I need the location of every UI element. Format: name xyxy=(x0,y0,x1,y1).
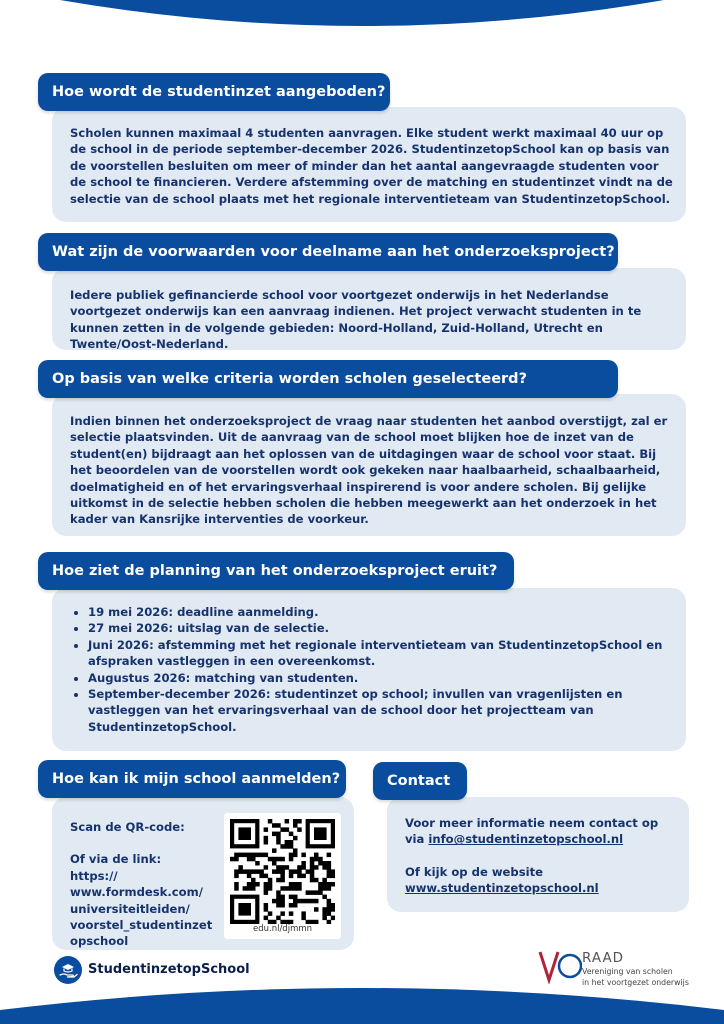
registration-link-line: voorstel_studentinzet xyxy=(70,918,213,933)
qr-code[interactable] xyxy=(224,813,341,939)
section-panel-contact xyxy=(387,797,689,912)
vo-mark-icon xyxy=(538,948,582,984)
graduation-hand-icon xyxy=(54,956,82,984)
qr-caption: edu.nl/djmmn xyxy=(252,924,313,934)
section-panel-planning xyxy=(52,588,686,751)
registration-link-line: universiteitleiden/ xyxy=(70,901,190,916)
vo-raad-subtitle-line: Vereniging van scholen xyxy=(582,967,673,976)
section-title-aanmelden: Hoe kan ik mijn school aanmelden? xyxy=(38,760,346,798)
aanmelden-text xyxy=(70,819,213,950)
vo-raad-subtitle xyxy=(582,967,689,988)
registration-link[interactable] xyxy=(70,868,213,950)
section-title-voorwaarden: Wat zijn de voorwaarden voor deelname aan het onderzoeksproject? xyxy=(38,233,618,271)
planning-list xyxy=(52,604,668,735)
vo-raad-word: RAAD xyxy=(582,950,625,966)
section-body-voorwaarden: Iedere publiek gefinancierde school voor voortgezet onderwijs in het Nederlandse voortgezet onderwijs kan een aanvraag indienen. Het project verwacht studenten in te kunnen zetten in de volgende gebieden: Noord-Holland, Zuid-Holland, Utrecht en Twente/Oost-Nederland. xyxy=(70,288,642,352)
vo-raad-logo xyxy=(538,948,698,992)
section-panel-aanbod xyxy=(52,107,686,222)
contact-text xyxy=(405,815,675,897)
section-panel-criteria xyxy=(52,394,686,536)
section-body-aanbod: Scholen kunnen maximaal 4 studenten aanvragen. Elke student werkt maximaal 40 uur op de school in de periode september-december 2026. StudentinzetopSchool kan op basis van de voorstellen besluiten om meer of minder dan het aantal aangevraagde studenten voor de school te financieren. Verdere afstemming over de matching en studentinzet vindt na de selectie van de school plaats met het regionale interventieteam van StudentinzetopSchool. xyxy=(70,126,673,206)
registration-link-line: www.formdesk.com/ xyxy=(70,885,203,900)
website-link[interactable]: www.studentinzetopschool.nl xyxy=(405,881,599,896)
vo-raad-subtitle-line: in het voortgezet onderwijs xyxy=(582,977,689,987)
top-wave-decoration xyxy=(0,0,724,40)
section-title-planning: Hoe ziet de planning van het onderzoeksproject eruit? xyxy=(38,552,514,590)
contact-email-link[interactable]: info@studentinzetopschool.nl xyxy=(428,832,624,847)
section-title-contact: Contact xyxy=(373,762,467,800)
section-panel-aanmelden xyxy=(52,797,354,950)
section-body-criteria: Indien binnen het onderzoeksproject de vraag naar studenten het aanbod overstijgt, zal er selectie plaatsvinden. Uit de aanvraag van de school moet blijken hoe de inzet van de student(en) bijdraagt aan het oplossen van de uitdagingen waar de school voor staat. Bij het beoordelen van de voorstellen wordt ook gekeken naar haalbaarheid, schaalbaarheid, doelmatigheid en of het ervaringsverhaal inspirerend is voor andere scholen. Bij gelijke uitkomst in de selectie hebben scholen die hebben meegewerkt aan het onderzoek in het kader van Kansrijke interventies de voorkeur. xyxy=(70,414,668,527)
section-title-aanbod: Hoe wordt de studentinzet aangeboden? xyxy=(38,73,390,111)
registration-link-line: https:// xyxy=(70,868,118,883)
planning-item: • 19 mei 2026: deadline aanmelding. xyxy=(88,604,668,620)
planning-item: • Juni 2026: afstemming met het regionale interventieteam van StudentinzetopSchool en afspraken vastleggen in een overeenkomst. xyxy=(88,637,668,670)
website-intro: Of kijk op de website xyxy=(405,864,543,879)
planning-item: • Augustus 2026: matching van studenten. xyxy=(88,670,668,686)
scan-label: Scan de QR-code: xyxy=(70,820,185,834)
planning-item: • September-december 2026: studentinzet op school; invullen van vragenlijsten en vastleggen van het ervaringsverhaal van de school door het projectteam van StudentinzetopSchool. xyxy=(88,686,668,735)
contact-intro: Voor meer informatie neem contact op via xyxy=(405,816,659,847)
registration-link-line: opschool xyxy=(70,934,129,949)
brand-name: StudentinzetopSchool xyxy=(88,962,250,977)
section-panel-voorwaarden xyxy=(52,268,686,350)
qr-code-icon xyxy=(230,819,335,924)
section-title-criteria: Op basis van welke criteria worden scholen geselecteerd? xyxy=(38,360,618,398)
link-intro: Of via de link: xyxy=(70,852,162,867)
planning-item: • 27 mei 2026: uitslag van de selectie. xyxy=(88,620,668,636)
